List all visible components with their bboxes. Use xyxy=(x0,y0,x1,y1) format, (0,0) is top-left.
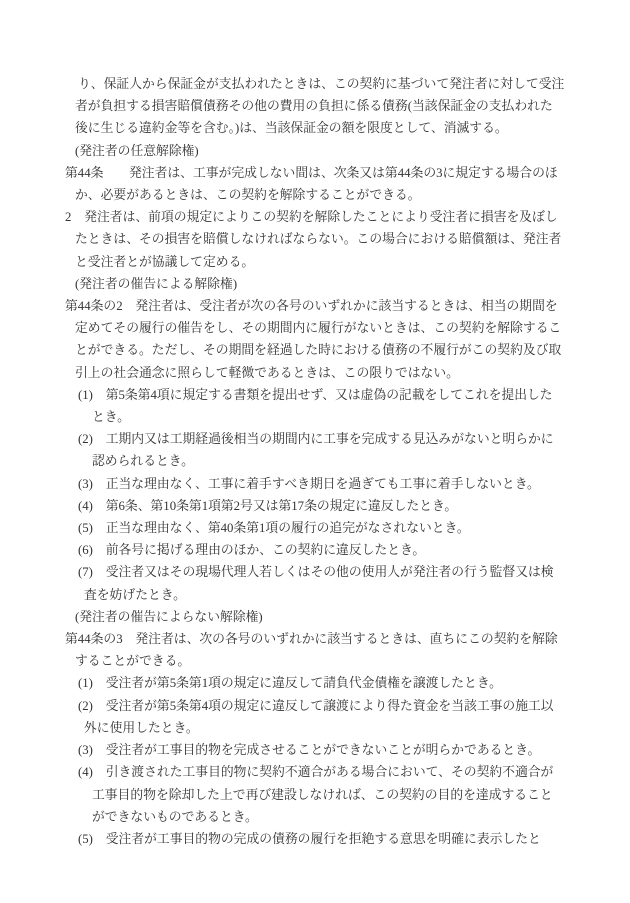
text-line: 認められるとき。 xyxy=(92,454,194,469)
document-lines xyxy=(0,73,630,850)
text-line: (発注者の任意解除権) xyxy=(75,143,199,158)
text-line: ができないものであるとき。 xyxy=(92,809,258,824)
text-line: (1) 受注者が第5条第1項の規定に違反して請負代金債権を譲渡したとき。 xyxy=(78,676,502,691)
text-line: (5) 正当な理由なく、第40条第1項の履行の追完がなされないとき。 xyxy=(78,521,470,536)
text-line: (4) 引き渡された工事目的物に契約不適合がある場合において、その契約不適合が xyxy=(78,765,554,780)
text-line: り、保証人から保証金が支払われたときは、この契約に基づいて発注者に対して受注 xyxy=(78,77,565,91)
text-line: 2 発注者は、前項の規定によりこの契約を解除したことにより受注者に損害を及ぼし xyxy=(65,210,558,225)
text-line: (2) 工期内又は工期経過後相当の期間内に工事を完成する見込みがないと明らかに xyxy=(78,432,554,447)
text-line: 第44条の3 発注者は、次の各号のいずれかに該当するときは、直ちにこの契約を解除 xyxy=(65,632,558,647)
text-line: (3) 受注者が工事目的物を完成させることができないことが明らかであるとき。 xyxy=(78,743,541,758)
text-line: とができる。ただし、その期間を経過した時における債務の不履行がこの契約及び取 xyxy=(75,343,562,358)
text-line: することができる。 xyxy=(75,654,191,669)
text-line: (6) 前各号に掲げる理由のほか、この契約に違反したとき。 xyxy=(78,543,426,558)
text-line: (発注者の催告による解除権) xyxy=(75,276,238,291)
text-line: (5) 受注者が工事目的物の完成の債務の履行を拒絶する意思を明確に表示したと xyxy=(78,831,541,846)
text-line: (4) 第6条、第10条第1項第2号又は第17条の規定に違反したとき。 xyxy=(78,498,458,513)
text-line: 第44条の2 発注者は、受注者が次の各号のいずれかに該当するときは、相当の期間を xyxy=(65,299,558,314)
text-line: 第44条 発注者は、工事が完成しない間は、次条又は第44条の3に規定する場合のほ xyxy=(65,165,558,180)
text-line: (3) 正当な理由なく、工事に着手すべき期日を過ぎても工事に着手しないとき。 xyxy=(78,476,540,491)
text-line: 者が負担する損害賠償債務その他の費用の負担に係る債務(当該保証金の支払われた xyxy=(75,99,553,114)
text-line: 査を妨げたとき。 xyxy=(84,587,186,602)
text-line: 定めてその履行の催告をし、その期間内に履行がないときは、この契約を解除するこ xyxy=(75,321,562,336)
text-line: (1) 第5条第4項に規定する書類を提出せず、又は虚偽の記載をしてこれを提出した xyxy=(78,387,553,402)
text-line: か、必要があるときは、この契約を解除することができる。 xyxy=(75,188,421,203)
text-line: (2) 受注者が第5条第4項の規定に違反して譲渡により得た資金を当該工事の施工以 xyxy=(78,698,554,713)
text-line: 工事目的物を除却した上で再び建設しなければ、この契約の目的を達成すること xyxy=(92,787,553,802)
text-line: とき。 xyxy=(92,410,130,425)
text-line: (発注者の催告によらない解除権) xyxy=(75,609,263,624)
text-line: と受注者とが協議して定める。 xyxy=(75,254,255,269)
text-line: 外に使用したとき。 xyxy=(84,720,199,735)
text-line: 後に生じる違約金等を含む。)は、当該保証金の額を限度として、消滅する。 xyxy=(75,121,508,136)
text-line: (7) 受注者又はその現場代理人若しくはその他の使用人が発注者の行う監督又は検 xyxy=(78,565,554,580)
text-line: 引上の社会通念に照らして軽微であるときは、この限りではない。 xyxy=(75,365,459,380)
text-line: たときは、その損害を賠償しなければならない。この場合における賠償額は、発注者 xyxy=(75,232,562,247)
